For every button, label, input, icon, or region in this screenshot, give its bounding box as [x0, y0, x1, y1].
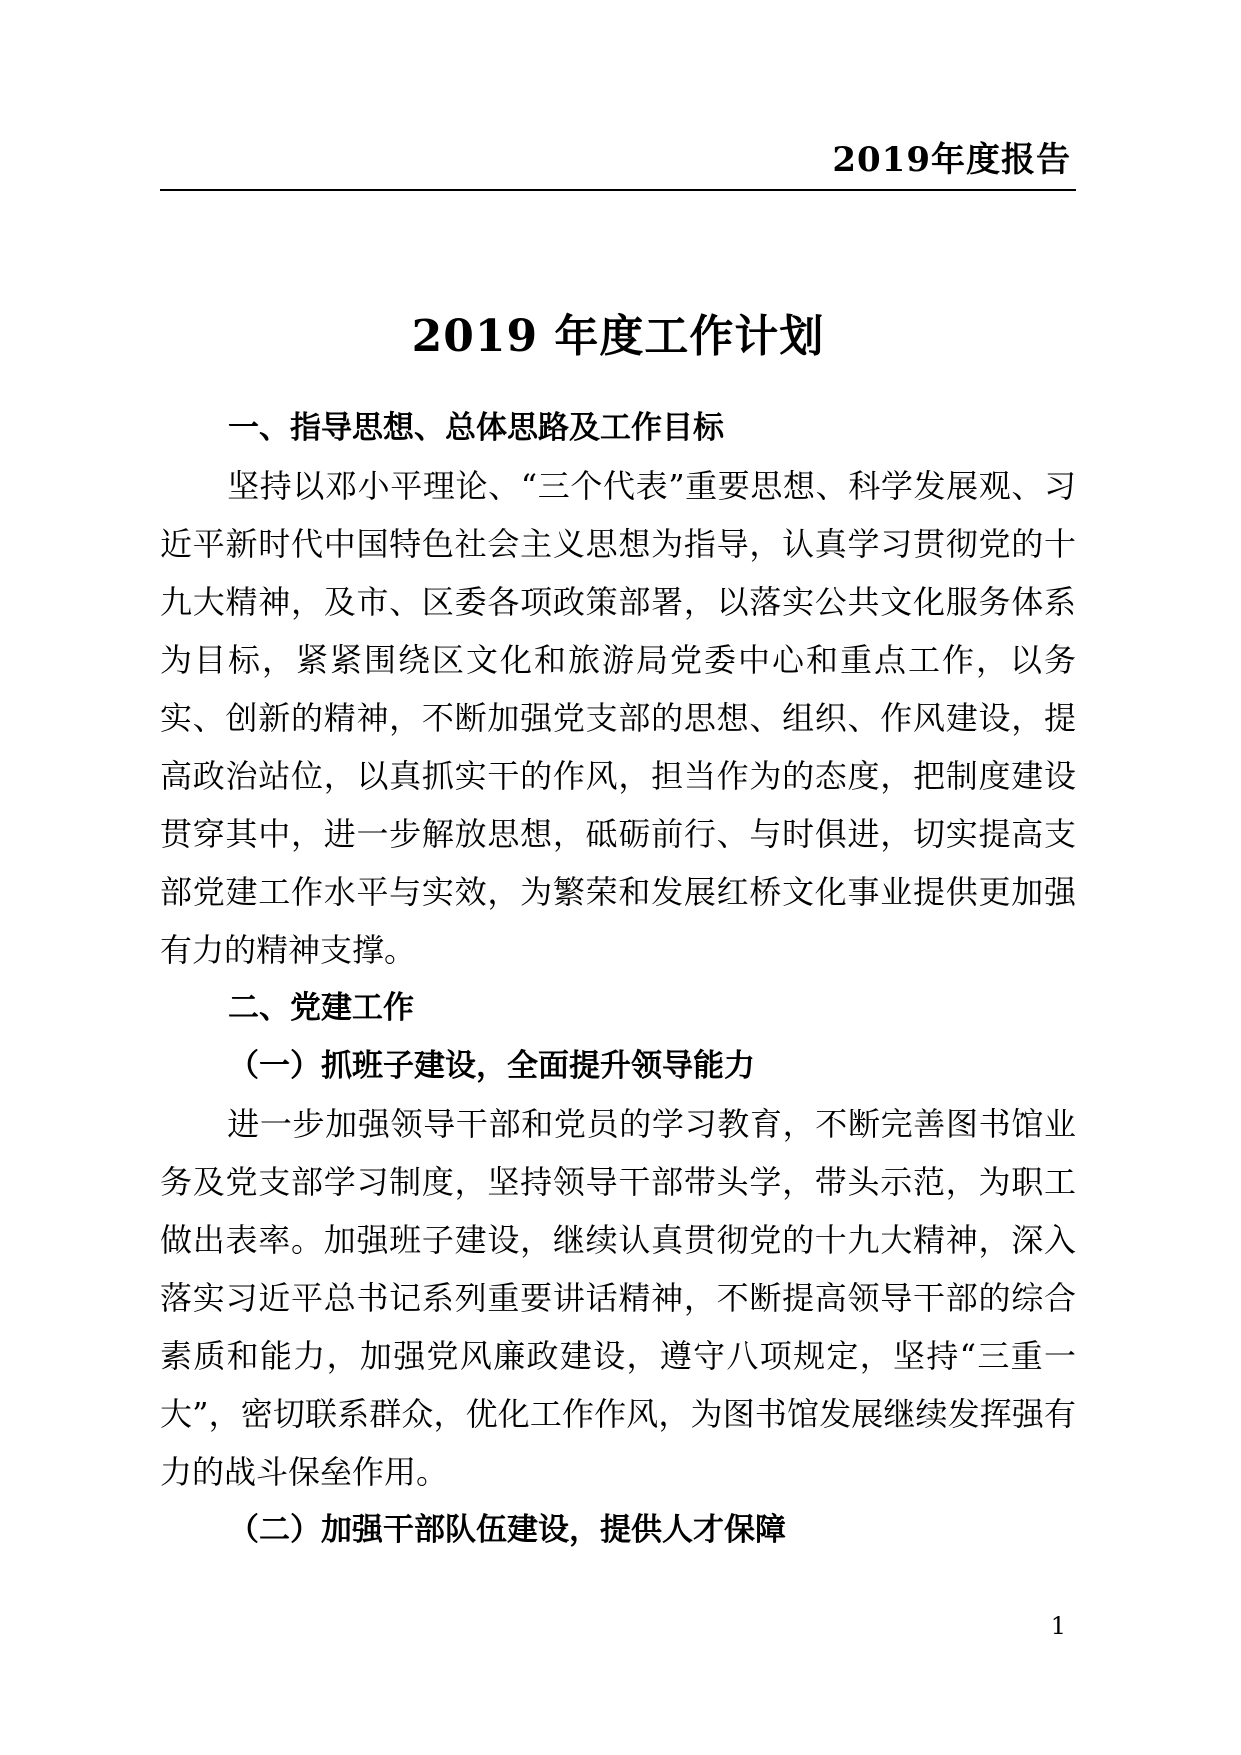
section-heading-2: 二、党建工作: [228, 990, 414, 1026]
subsection-heading-1: （一）抓班子建设，全面提升领导能力: [228, 1048, 755, 1084]
document-title: 2019 年度工作计划: [411, 311, 825, 363]
section-1-paragraph: 坚持以邓小平理论、“三个代表”重要思想、科学发展观、习近平新时代中国特色社会主义思想为指导，认真学习贯彻党的十九大精神，及市、区委各项政策部署，以落实公共文化服务体系为目标，紧紧围绕区文化和旅游局党委中心和重点工作，以务实、创新的精神，不断加强党支部的思想、组织、作风建设，提高政治站位，以真抓实干的作风，担当作为的态度，把制度建设贯穿其中，进一步解放思想，砥砺前行、与时俱进，切实提高支部党建工作水平与实效，为繁荣和发展红桥文化事业提供更加强有力的精神支撑。: [160, 467, 1076, 969]
document-body: [160, 399, 1076, 1559]
subsection-1-paragraph: 进一步加强领导干部和党员的学习教育，不断完善图书馆业务及党支部学习制度，坚持领导干部带头学，带头示范，为职工做出表率。加强班子建设，继续认真贯彻党的十九大精神，深入落实习近平总书记系列重要讲话精神，不断提高领导干部的综合素质和能力，加强党风廉政建设，遵守八项规定，坚持“三重一大”，密切联系群众，优化工作作风，为图书馆发展继续发挥强有力的战斗保垒作用。: [160, 1105, 1076, 1491]
running-header: 2019年度报告: [832, 140, 1071, 180]
page-number: 1: [1050, 1612, 1066, 1640]
section-heading-1: 一、指导思想、总体思路及工作目标: [228, 410, 724, 446]
subsection-heading-2: （二）加强干部队伍建设，提供人才保障: [228, 1512, 786, 1548]
header-rule: [160, 189, 1076, 191]
